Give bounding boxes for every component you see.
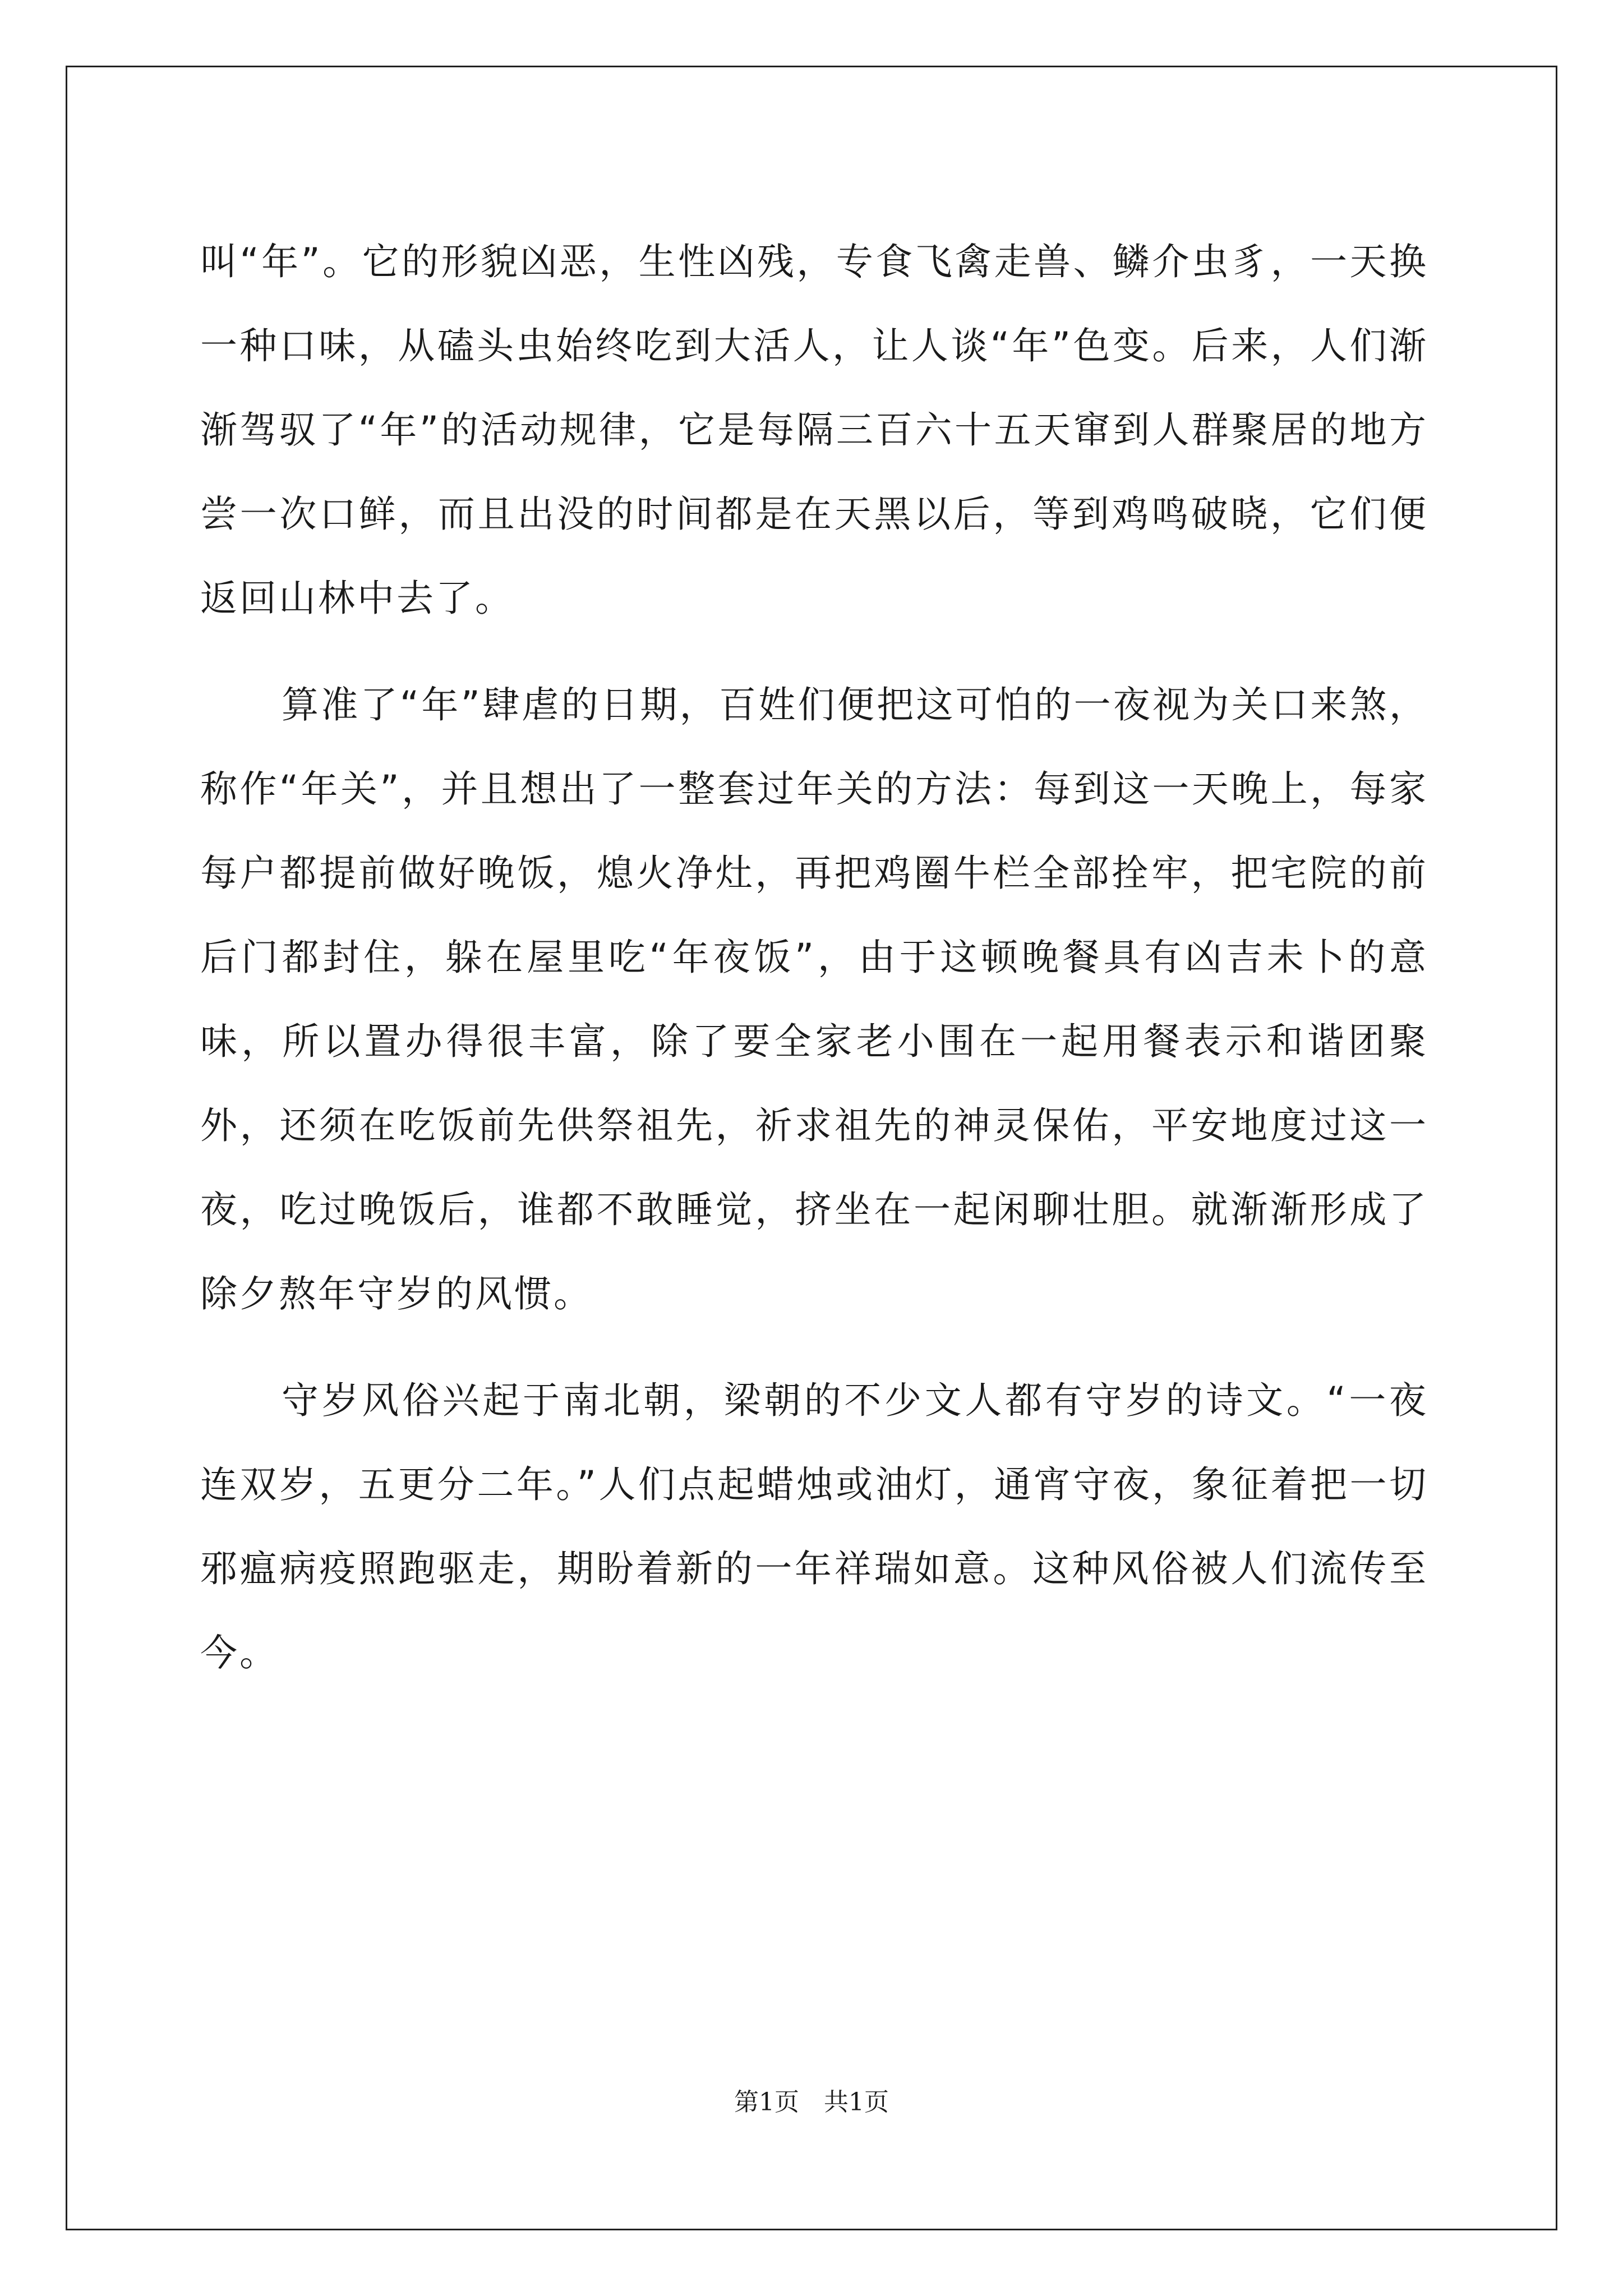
paragraph-2: 算准了“年”肆虐的日期，百姓们便把这可怕的一夜视为关口来煞，称作“年关”，并且想出了一整套过年关的方法：每到这一天晚上，每家每户都提前做好晚饭，熄火净灶，再把鸡圈牛栏全部拴牢，把宅院的前后门都封住，躲在屋里吃“年夜饭”，由于这顿晚餐具有凶吉未卜的意味，所以置办得很丰富，除了要全家老小围在一起用餐表示和谐团聚外，还须在吃饭前先供祭祖先，祈求祖先的神灵保佑，平安地度过这一夜，吃过晚饭后，谁都不敢睡觉，挤坐在一起闲聊壮胆。就渐渐形成了除夕熬年守岁的风惯。 <box>200 683 1428 1315</box>
paragraph-1: 叫“年”。它的形貌凶恶，生性凶残，专食飞禽走兽、鳞介虫豸，一天换一种口味，从磕头虫始终吃到大活人，让人谈“年”色变。后来，人们渐渐驾驭了“年”的活动规律，它是每隔三百六十五天窜到人群聚居的地方尝一次口鲜，而且出没的时间都是在天黑以后，等到鸡鸣破晓，它们便返回山林中去了。 <box>200 240 1428 620</box>
page-number-footer: 第1页 共1页 <box>734 2088 889 2116</box>
document-body <box>200 220 1428 1695</box>
paragraph-3: 守岁风俗兴起于南北朝，梁朝的不少文人都有守岁的诗文。“一夜连双岁，五更分二年。”人们点起蜡烛或油灯，通宵守夜，象征着把一切邪瘟病疫照跑驱走，期盼着新的一年祥瑞如意。这种风俗被人们流传至今。 <box>200 1379 1428 1674</box>
